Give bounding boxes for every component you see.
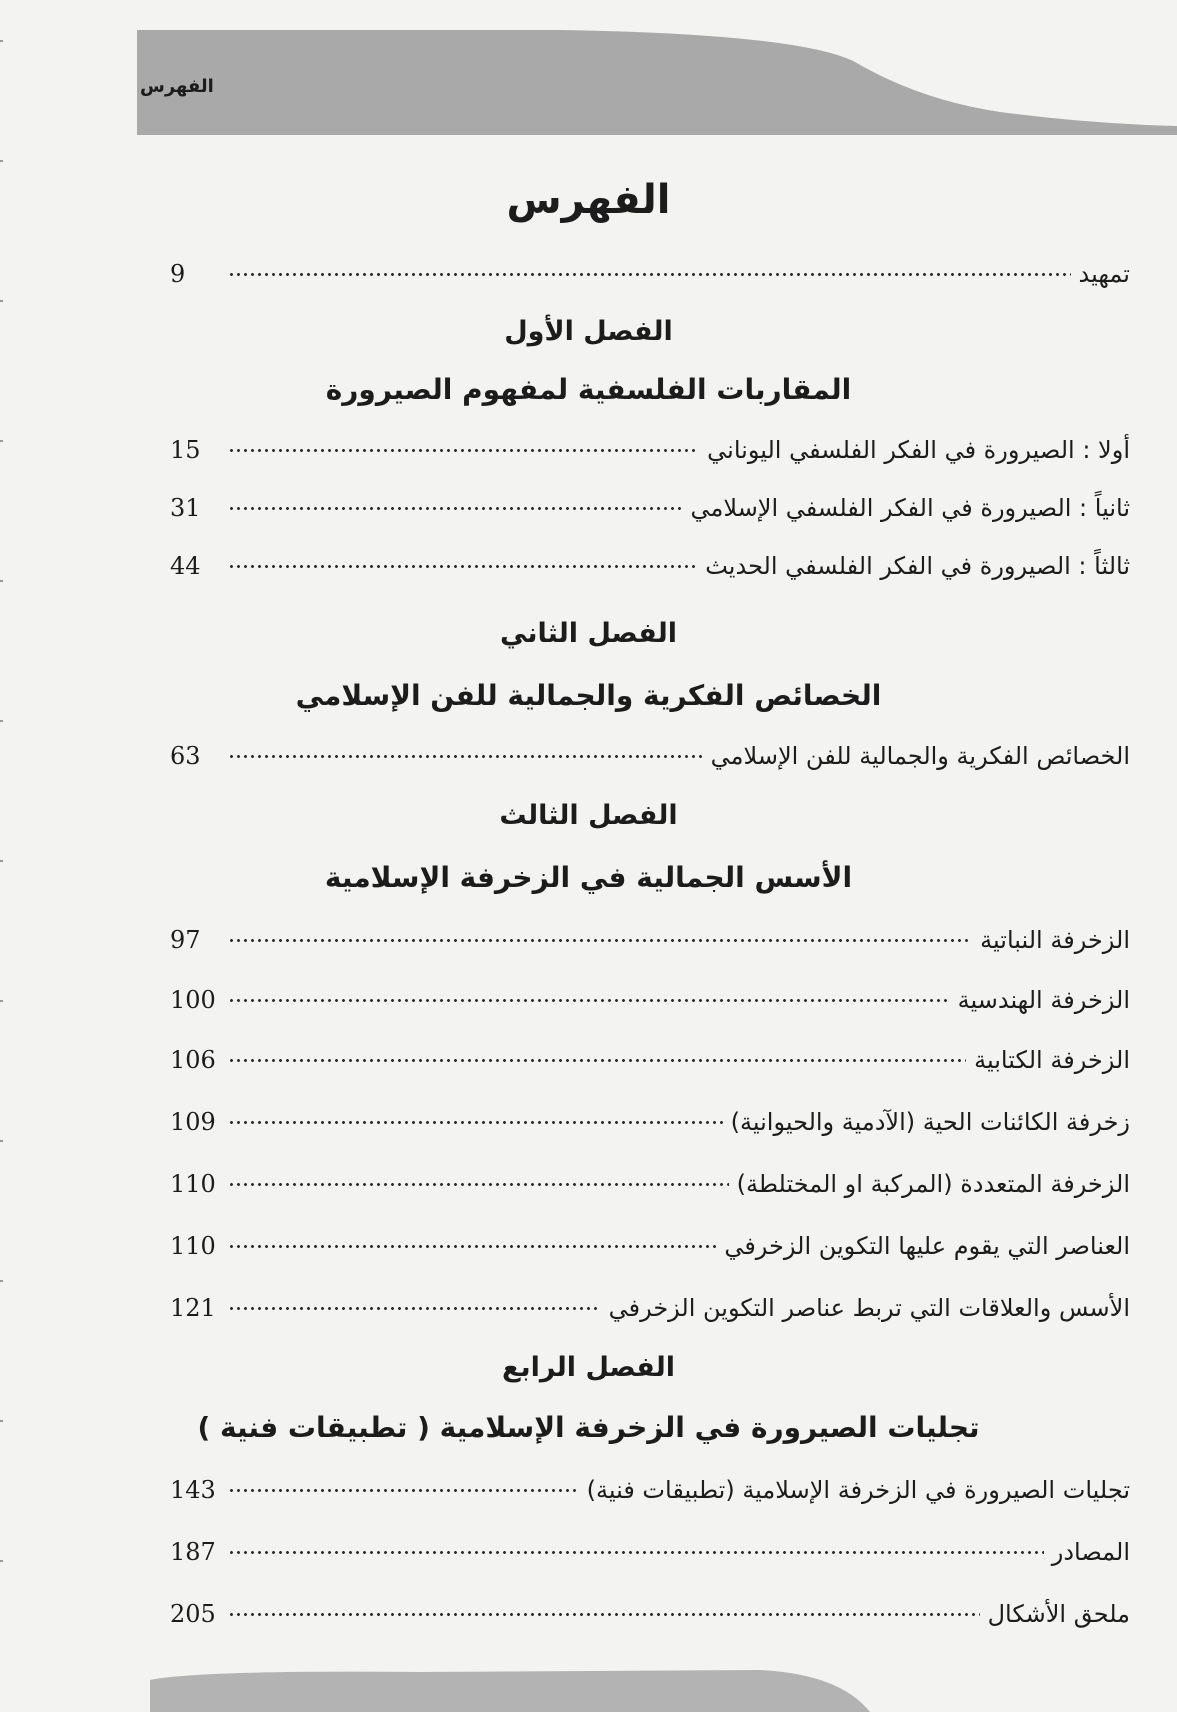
toc-entry[interactable] bbox=[170, 1284, 1130, 1332]
chapter-3-label: الفصل الثالث bbox=[499, 800, 678, 831]
dot-leader bbox=[228, 449, 699, 452]
toc-entry-label: ملحق الأشكال bbox=[987, 1600, 1130, 1628]
toc-entry-page: 143 bbox=[170, 1476, 216, 1504]
toc-entry-label: الخصائص الفكرية والجمالية للفن الإسلامي bbox=[710, 742, 1130, 770]
toc-entry-page: 63 bbox=[170, 742, 201, 770]
dot-leader bbox=[228, 1489, 579, 1492]
running-title: الفهرس bbox=[140, 76, 214, 97]
dot-leader bbox=[228, 507, 683, 510]
toc-entry-label: الزخرفة النباتية bbox=[980, 926, 1130, 954]
toc-entry-label: تمهيد bbox=[1078, 260, 1130, 288]
toc-entry-label: زخرفة الكائنات الحية (الآدمية والحيوانية) bbox=[730, 1108, 1130, 1136]
toc-entry-label: أولا : الصيرورة في الفكر الفلسفي اليوناني bbox=[707, 436, 1130, 464]
toc-entry-label: ثالثاً : الصيرورة في الفكر الفلسفي الحديث bbox=[705, 552, 1130, 580]
dot-leader bbox=[228, 273, 1071, 276]
toc-entry[interactable] bbox=[170, 916, 1130, 964]
toc-entry-page: 31 bbox=[170, 494, 201, 522]
dot-leader bbox=[228, 1245, 716, 1248]
toc-entry[interactable] bbox=[170, 1222, 1130, 1270]
toc-entry-page: 110 bbox=[170, 1232, 216, 1260]
toc-entry-page: 106 bbox=[170, 1046, 216, 1074]
toc-entry[interactable] bbox=[170, 1466, 1130, 1514]
toc-entry-page: 121 bbox=[170, 1294, 216, 1322]
toc-entry-label: الزخرفة الهندسية bbox=[957, 986, 1130, 1014]
toc-entry-page: 97 bbox=[170, 926, 201, 954]
toc-entry-page: 205 bbox=[170, 1600, 216, 1628]
toc-entry-label: تجليات الصيرورة في الزخرفة الإسلامية (تطبيقات فنية) bbox=[586, 1476, 1130, 1504]
chapter-2-title: الخصائص الفكرية والجمالية للفن الإسلامي bbox=[295, 679, 882, 712]
toc-entry-label: المصادر bbox=[1051, 1538, 1130, 1566]
chapter-4-title: تجليات الصيرورة في الزخرفة الإسلامية ( تطبيقات فنية ) bbox=[197, 1411, 980, 1444]
toc-entry-page: 15 bbox=[170, 436, 201, 464]
toc-entry-label: الزخرفة الكتابية bbox=[974, 1046, 1130, 1074]
chapter-2-label: الفصل الثاني bbox=[500, 618, 677, 649]
toc-entry[interactable] bbox=[170, 484, 1130, 532]
toc-entry[interactable] bbox=[170, 732, 1130, 780]
chapter-1-title: المقاربات الفلسفية لمفهوم الصيرورة bbox=[325, 373, 852, 406]
dot-leader bbox=[228, 755, 703, 758]
toc-entry-page: 44 bbox=[170, 552, 201, 580]
toc-entry[interactable] bbox=[170, 976, 1130, 1024]
dot-leader bbox=[228, 1059, 966, 1062]
dot-leader bbox=[228, 1121, 723, 1124]
toc-entry[interactable] bbox=[170, 1528, 1130, 1576]
toc-entry-label: العناصر التي يقوم عليها التكوين الزخرفي bbox=[724, 1232, 1130, 1260]
chapter-1-label: الفصل الأول bbox=[504, 316, 673, 347]
chapter-3-title: الأسس الجمالية في الزخرفة الإسلامية bbox=[324, 861, 853, 894]
toc-entry-page: 9 bbox=[170, 260, 186, 288]
chapter-4-label: الفصل الرابع bbox=[502, 1352, 675, 1383]
scan-edge bbox=[0, 0, 12, 1712]
toc-entry-intro[interactable] bbox=[170, 250, 1130, 298]
dot-leader bbox=[228, 939, 972, 942]
toc-entry-page: 100 bbox=[170, 986, 216, 1014]
toc-entry[interactable] bbox=[170, 1160, 1130, 1208]
toc-entry-label: الزخرفة المتعددة (المركبة او المختلطة) bbox=[736, 1170, 1130, 1198]
footer-band bbox=[0, 1630, 1177, 1712]
toc-entry[interactable] bbox=[170, 1098, 1130, 1146]
toc-entry[interactable] bbox=[170, 1036, 1130, 1084]
page-title: الفهرس bbox=[506, 177, 671, 223]
toc-entry-page: 110 bbox=[170, 1170, 216, 1198]
header-band-shape bbox=[137, 30, 1177, 135]
dot-leader bbox=[228, 1551, 1044, 1554]
toc-entry[interactable] bbox=[170, 542, 1130, 590]
dot-leader bbox=[228, 1613, 980, 1616]
toc-entry[interactable] bbox=[170, 426, 1130, 474]
toc-entry-label: ثانياً : الصيرورة في الفكر الفلسفي الإسلامي bbox=[690, 494, 1130, 522]
dot-leader bbox=[228, 999, 950, 1002]
footer-band-shape bbox=[150, 1670, 870, 1712]
toc-entry-label: الأسس والعلاقات التي تربط عناصر التكوين الزخرفي bbox=[608, 1294, 1130, 1322]
dot-leader bbox=[228, 565, 697, 568]
dot-leader bbox=[228, 1183, 729, 1186]
toc-entry-page: 109 bbox=[170, 1108, 216, 1136]
dot-leader bbox=[228, 1307, 601, 1310]
toc-entry-page: 187 bbox=[170, 1538, 216, 1566]
